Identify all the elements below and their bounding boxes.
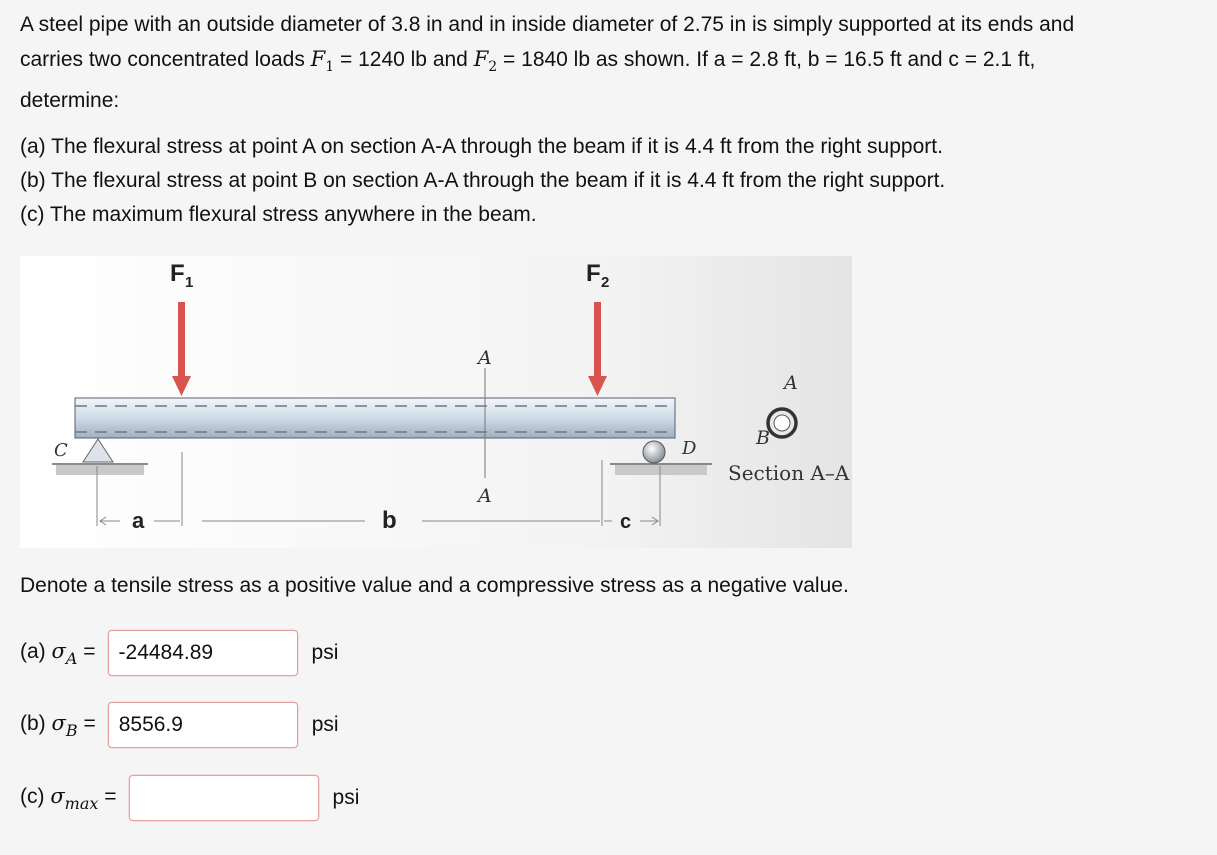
problem-line-2: carries two concentrated loads $F_1 = 1240$ lb and $F_2 = 1840$ lb as shown. If a = 2.8 ft, b = 16.5 ft and c = 2.1 ft, xyxy=(20,47,1036,75)
support-c-label: C xyxy=(54,440,68,461)
dim-a-label: a xyxy=(132,508,145,533)
question-part-c: (c) The maximum flexural stress anywhere in the beam. xyxy=(20,203,537,226)
answer-b-input[interactable] xyxy=(108,702,298,748)
answer-b-label: (b) $\sigma_B$ = xyxy=(20,710,96,740)
answer-row-b xyxy=(20,700,339,750)
sigma-b-symbol: σ xyxy=(51,710,66,735)
support-d-label: D xyxy=(682,438,697,459)
f1-label-sub: 1 xyxy=(185,274,194,291)
f2-subscript: 2 xyxy=(488,59,498,75)
sigma-max-symbol: σ xyxy=(50,783,65,808)
f1-label: F xyxy=(170,260,185,287)
beam-diagram xyxy=(20,256,852,548)
cross-section-a-label: A xyxy=(784,372,798,394)
f1-subscript: 1 xyxy=(325,59,335,75)
section-a-bottom-label: A xyxy=(478,485,492,507)
f2-symbol: F xyxy=(473,47,489,71)
section-title: Section A–A xyxy=(728,461,850,485)
answer-c-input[interactable] xyxy=(129,775,319,821)
cross-section-b-label: B xyxy=(756,427,770,449)
question-part-a: (a) The flexural stress at point A on section A-A through the beam if it is 4.4 ft from the right support. xyxy=(20,135,943,158)
answer-c-label: (c) $\sigma_{max}$ = xyxy=(20,783,117,813)
problem-line-3: determine: xyxy=(20,89,120,112)
section-a-top-label: A xyxy=(478,347,492,369)
question-parts xyxy=(20,130,945,232)
dim-b-label: b xyxy=(382,507,397,534)
f2-label-sub: 2 xyxy=(601,274,610,291)
answer-a-label: (a) $\sigma_A$ = xyxy=(20,638,96,668)
problem-line-1: A steel pipe with an outside diameter of 3.8 in and in inside diameter of 2.75 in is simply supported at its ends and xyxy=(20,13,1075,36)
f2-label: F xyxy=(586,260,601,287)
sign-convention-note: Denote a tensile stress as a positive value and a compressive stress as a negative value. xyxy=(20,574,849,597)
answer-a-input[interactable] xyxy=(108,630,298,676)
answer-a-unit: psi xyxy=(311,641,339,664)
answer-row-c xyxy=(20,773,359,823)
answer-row-a xyxy=(20,628,338,678)
problem-statement xyxy=(20,8,1210,118)
f1-symbol: F xyxy=(310,47,326,71)
question-part-b: (b) The flexural stress at point B on section A-A through the beam if it is 4.4 ft from the right support. xyxy=(20,169,946,192)
beam-figure xyxy=(20,256,852,548)
dim-c-label: c xyxy=(620,511,632,533)
answer-c-unit: psi xyxy=(332,786,360,809)
sigma-a-symbol: σ xyxy=(51,638,66,663)
answer-b-unit: psi xyxy=(311,713,339,736)
